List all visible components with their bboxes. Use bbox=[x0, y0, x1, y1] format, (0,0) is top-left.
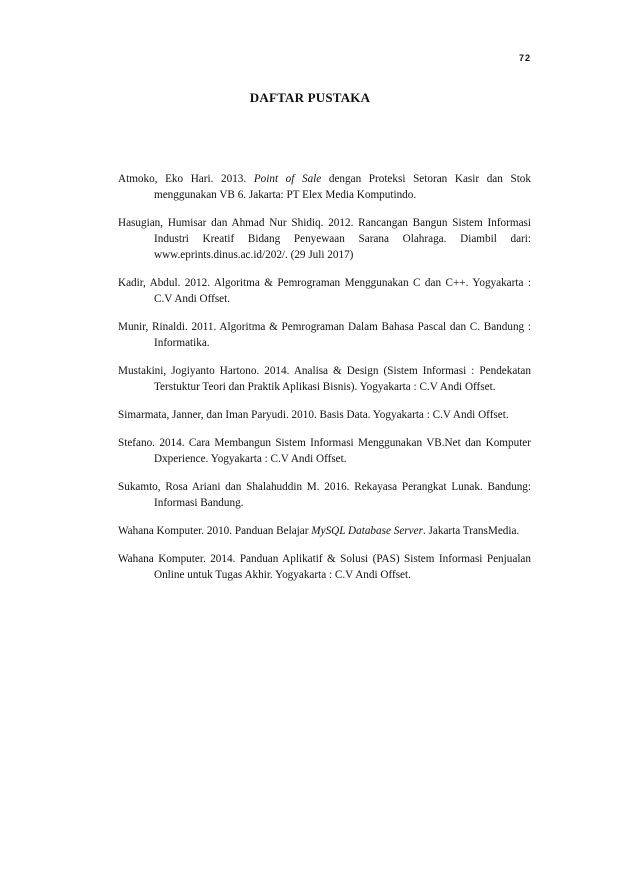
reference-entry bbox=[118, 523, 531, 539]
reference-text: Stefano. 2014. Cara Membangun Sistem Informasi Menggunakan VB.Net dan Komputer Dxperience. Yogyakarta : C.V Andi Offset. bbox=[118, 437, 531, 465]
reference-text: Atmoko, Eko Hari. 2013. bbox=[118, 173, 254, 185]
reference-list bbox=[118, 171, 531, 595]
reference-entry bbox=[118, 407, 531, 423]
reference-italic-title: Point of Sale bbox=[253, 173, 322, 185]
reference-text: Simarmata, Janner, dan Iman Paryudi. 2010. Basis Data. Yogyakarta : C.V Andi Offset. bbox=[118, 409, 509, 421]
reference-entry bbox=[118, 551, 531, 583]
reference-text-tail: . Jakarta TransMedia. bbox=[422, 525, 520, 537]
reference-text-tail: dengan Proteksi Setoran Kasir dan Stok menggunakan VB 6. Jakarta: PT Elex Media Komputindo. bbox=[154, 173, 531, 201]
reference-entry bbox=[118, 275, 531, 307]
page-number: 72 bbox=[518, 53, 531, 63]
reference-text: Munir, Rinaldi. 2011. Algoritma & Pemrograman Dalam Bahasa Pascal dan C. Bandung : Informatika. bbox=[118, 321, 531, 349]
reference-text: Wahana Komputer. 2014. Panduan Aplikatif & Solusi (PAS) Sistem Informasi Penjualan Online untuk Tugas Akhir. Yogyakarta : C.V Andi Offset. bbox=[118, 553, 531, 581]
reference-text: Sukamto, Rosa Ariani dan Shalahuddin M. 2016. Rekayasa Perangkat Lunak. Bandung: Informasi Bandung. bbox=[118, 481, 531, 509]
reference-text: Mustakini, Jogiyanto Hartono. 2014. Analisa & Design (Sistem Informasi : Pendekatan Terstuktur Teori dan Praktik Aplikasi Bisnis). Yogyakarta : C.V Andi Offset. bbox=[118, 365, 531, 393]
reference-text: Wahana Komputer. 2010. Panduan Belajar bbox=[118, 525, 312, 537]
reference-entry bbox=[118, 435, 531, 467]
reference-entry bbox=[118, 479, 531, 511]
reference-entry bbox=[118, 215, 531, 263]
reference-text: Kadir, Abdul. 2012. Algoritma & Pemrograman Menggunakan C dan C++. Yogyakarta : C.V Andi Offset. bbox=[118, 277, 531, 305]
reference-entry bbox=[118, 171, 531, 203]
reference-italic-title: MySQL Database Server bbox=[311, 525, 423, 537]
reference-text: Hasugian, Humisar dan Ahmad Nur Shidiq. 2012. Rancangan Bangun Sistem Informasi Industri Kreatif Bidang Penyewaan Sarana Olahraga. Diambil dari: www.eprints.dinus.ac.id/202/. (29 Juli 2017) bbox=[118, 217, 531, 261]
page-title: DAFTAR PUSTAKA bbox=[249, 90, 371, 105]
reference-entry bbox=[118, 363, 531, 395]
reference-entry bbox=[118, 319, 531, 351]
